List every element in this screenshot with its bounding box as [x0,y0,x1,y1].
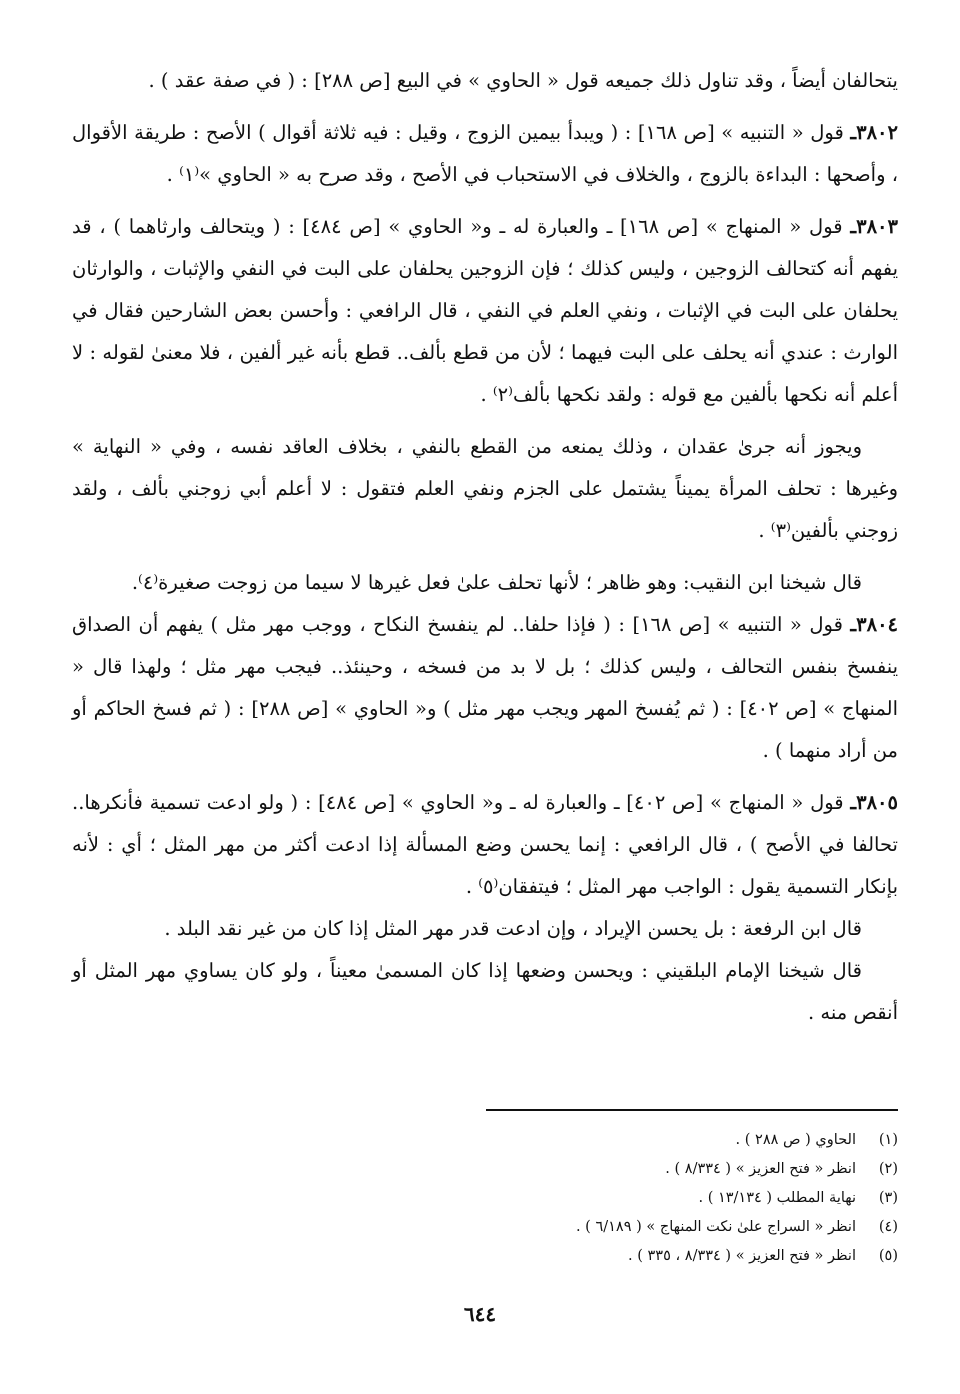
entry-number: ٣٨٠٢ـ [850,121,898,144]
entry-number: ٣٨٠٥ـ [850,791,898,814]
footnote-number: (٥) [878,1248,898,1264]
footnote [278,1126,898,1155]
footnote-separator [486,1109,898,1111]
entry-number: ٣٨٠٤ـ [850,613,899,636]
footnotes [278,1126,898,1271]
paragraph-text: قول « المنهاج » [ص ١٦٨] ـ والعبارة له ـ و« الحاوي » [ص ٤٨٤] : ( ويتحالف وارثاهما ) ، قد يفهم أنه كتحالف الزوجين ، وليس كذلك ؛ فإن الزوجين يحلفان على البت في النفي والإثبات ، والوارثان يحلفان على البت في الإثبات ، ونفي العلم في النفي ، قال الرافعي : وأحسن بعض الشارحين فقال في الوارث : عندي أنه يحلف على البت فيهما ؛ لأن من قطع بألف.. قطع بأنه غير ألفين ، فلا معنىٰ لقوله : لا أعلم أنه نكحها بألفين مع قوله : ولقد نكحها بألف⁽٢⁾ . [72,215,898,406]
paragraph-text: قول « التنبيه » [ص ١٦٨] : ( ويبدأ بيمين الزوج ، وقيل : فيه ثلاثة أقوال ) الأصح : طريقة الأقوال ، وأصحها : البداءة بالزوج ، والخلاف في الاستحباب في الأصح ، وقد صرح به « الحاوي »⁽١⁾ . [72,121,898,186]
footnote-text: انظر « السراج علىٰ نكت المنهاج » ( ٦/١٨٩ ) . [575,1219,856,1235]
footnote-text: نهاية المطلب ( ١٣/١٣٤ ) . [698,1190,856,1206]
footnote-number: (٣) [878,1190,898,1206]
paragraph-yajuz: ويجوز أنه جرىٰ عقدان ، وذلك يمنعه من القطع بالنفي ، بخلاف العاقد نفسه ، وفي « النهاية » وغيرها : تحلف المرأة يميناً يشتمل على الجزم ونفي العلم فتقول : لا أعلم أبي زوجني بألف ، ولقد زوجني بألفين⁽٣⁾ . [72,435,898,542]
paragraph-ibn-rifa: قال ابن الرفعة : بل يحسن الإيراد ، وإن ادعت قدر مهر المثل إذا كان من غير نقد البلد . [164,917,862,940]
footnote-number: (١) [878,1132,898,1148]
paragraph-3805 [72,782,898,908]
footnote [278,1184,898,1213]
page-number: ٦٤٤ [463,1302,497,1326]
paragraph-text: قول « المنهاج » [ص ٤٠٢] ـ والعبارة له ـ و« الحاوي » [ص ٤٨٤] : ( ولو ادعت تسمية فأنكرها.. تحالفا في الأصح ) ، قال الرافعي : إنما يحسن وضع المسألة إذا ادعت أكثر من مهر المثل ؛ أي : لأنه بإنكار التسمية يقول : الواجب مهر المثل ؛ فيتفقان⁽٥⁾ . [72,791,898,898]
paragraph-bulqini: قال شيخنا الإمام البلقيني : ويحسن وضعها إذا كان المسمىٰ معيناً ، ولو كان يساوي مهر المثل أو أنقص منه . [72,959,898,1024]
footnote-text: انظر « فتح العزيز » ( ٨/٣٣٤ ) . [665,1161,856,1177]
footnote-text: انظر « فتح العزيز » ( ٨/٣٣٤ ، ٣٣٥ ) . [628,1248,856,1264]
footnote-text: الحاوي ( ص ٢٨٨ ) . [735,1132,856,1148]
footnote [278,1213,898,1242]
footnote-number: (٢) [878,1161,898,1177]
entry-number: ٣٨٠٣ـ [850,215,899,238]
footnote-number: (٤) [878,1219,898,1235]
footnote [278,1155,898,1184]
paragraph-3802 [72,112,898,196]
paragraph-continuation: يتحالفان أيضاً ، وقد تناول ذلك جميعه قول « الحاوي » في البيع [ص ٢٨٨] : ( في صفة عقد ) . [148,69,898,92]
footnote [278,1242,898,1271]
paragraph-3804 [72,604,898,772]
paragraph-text: قول « التنبيه » [ص ١٦٨] : ( فإذا حلفا.. لم ينفسخ النكاح ، ووجب مهر مثل ) يفهم أن الصداق ينفسخ بنفس التحالف ، وليس كذلك ؛ بل لا بد من فسخه ، وحينئذ.. فيجب مهر مثل ؛ ولهذا قال « المنهاج » [ص ٤٠٢] : ( ثم يُفسخ المهر ويجب مهر مثل ) و« الحاوي » [ص ٢٨٨] : ( ثم فسخ الحاكم أو من أراد منهما ) . [72,613,898,762]
paragraph-3803 [72,206,898,416]
paragraph-ibn-naqib: قال شيخنا ابن النقيب: وهو ظاهر ؛ لأنها تحلف علىٰ فعل غيرها لا سيما من زوجت صغيرة⁽٤⁾. [131,571,862,594]
